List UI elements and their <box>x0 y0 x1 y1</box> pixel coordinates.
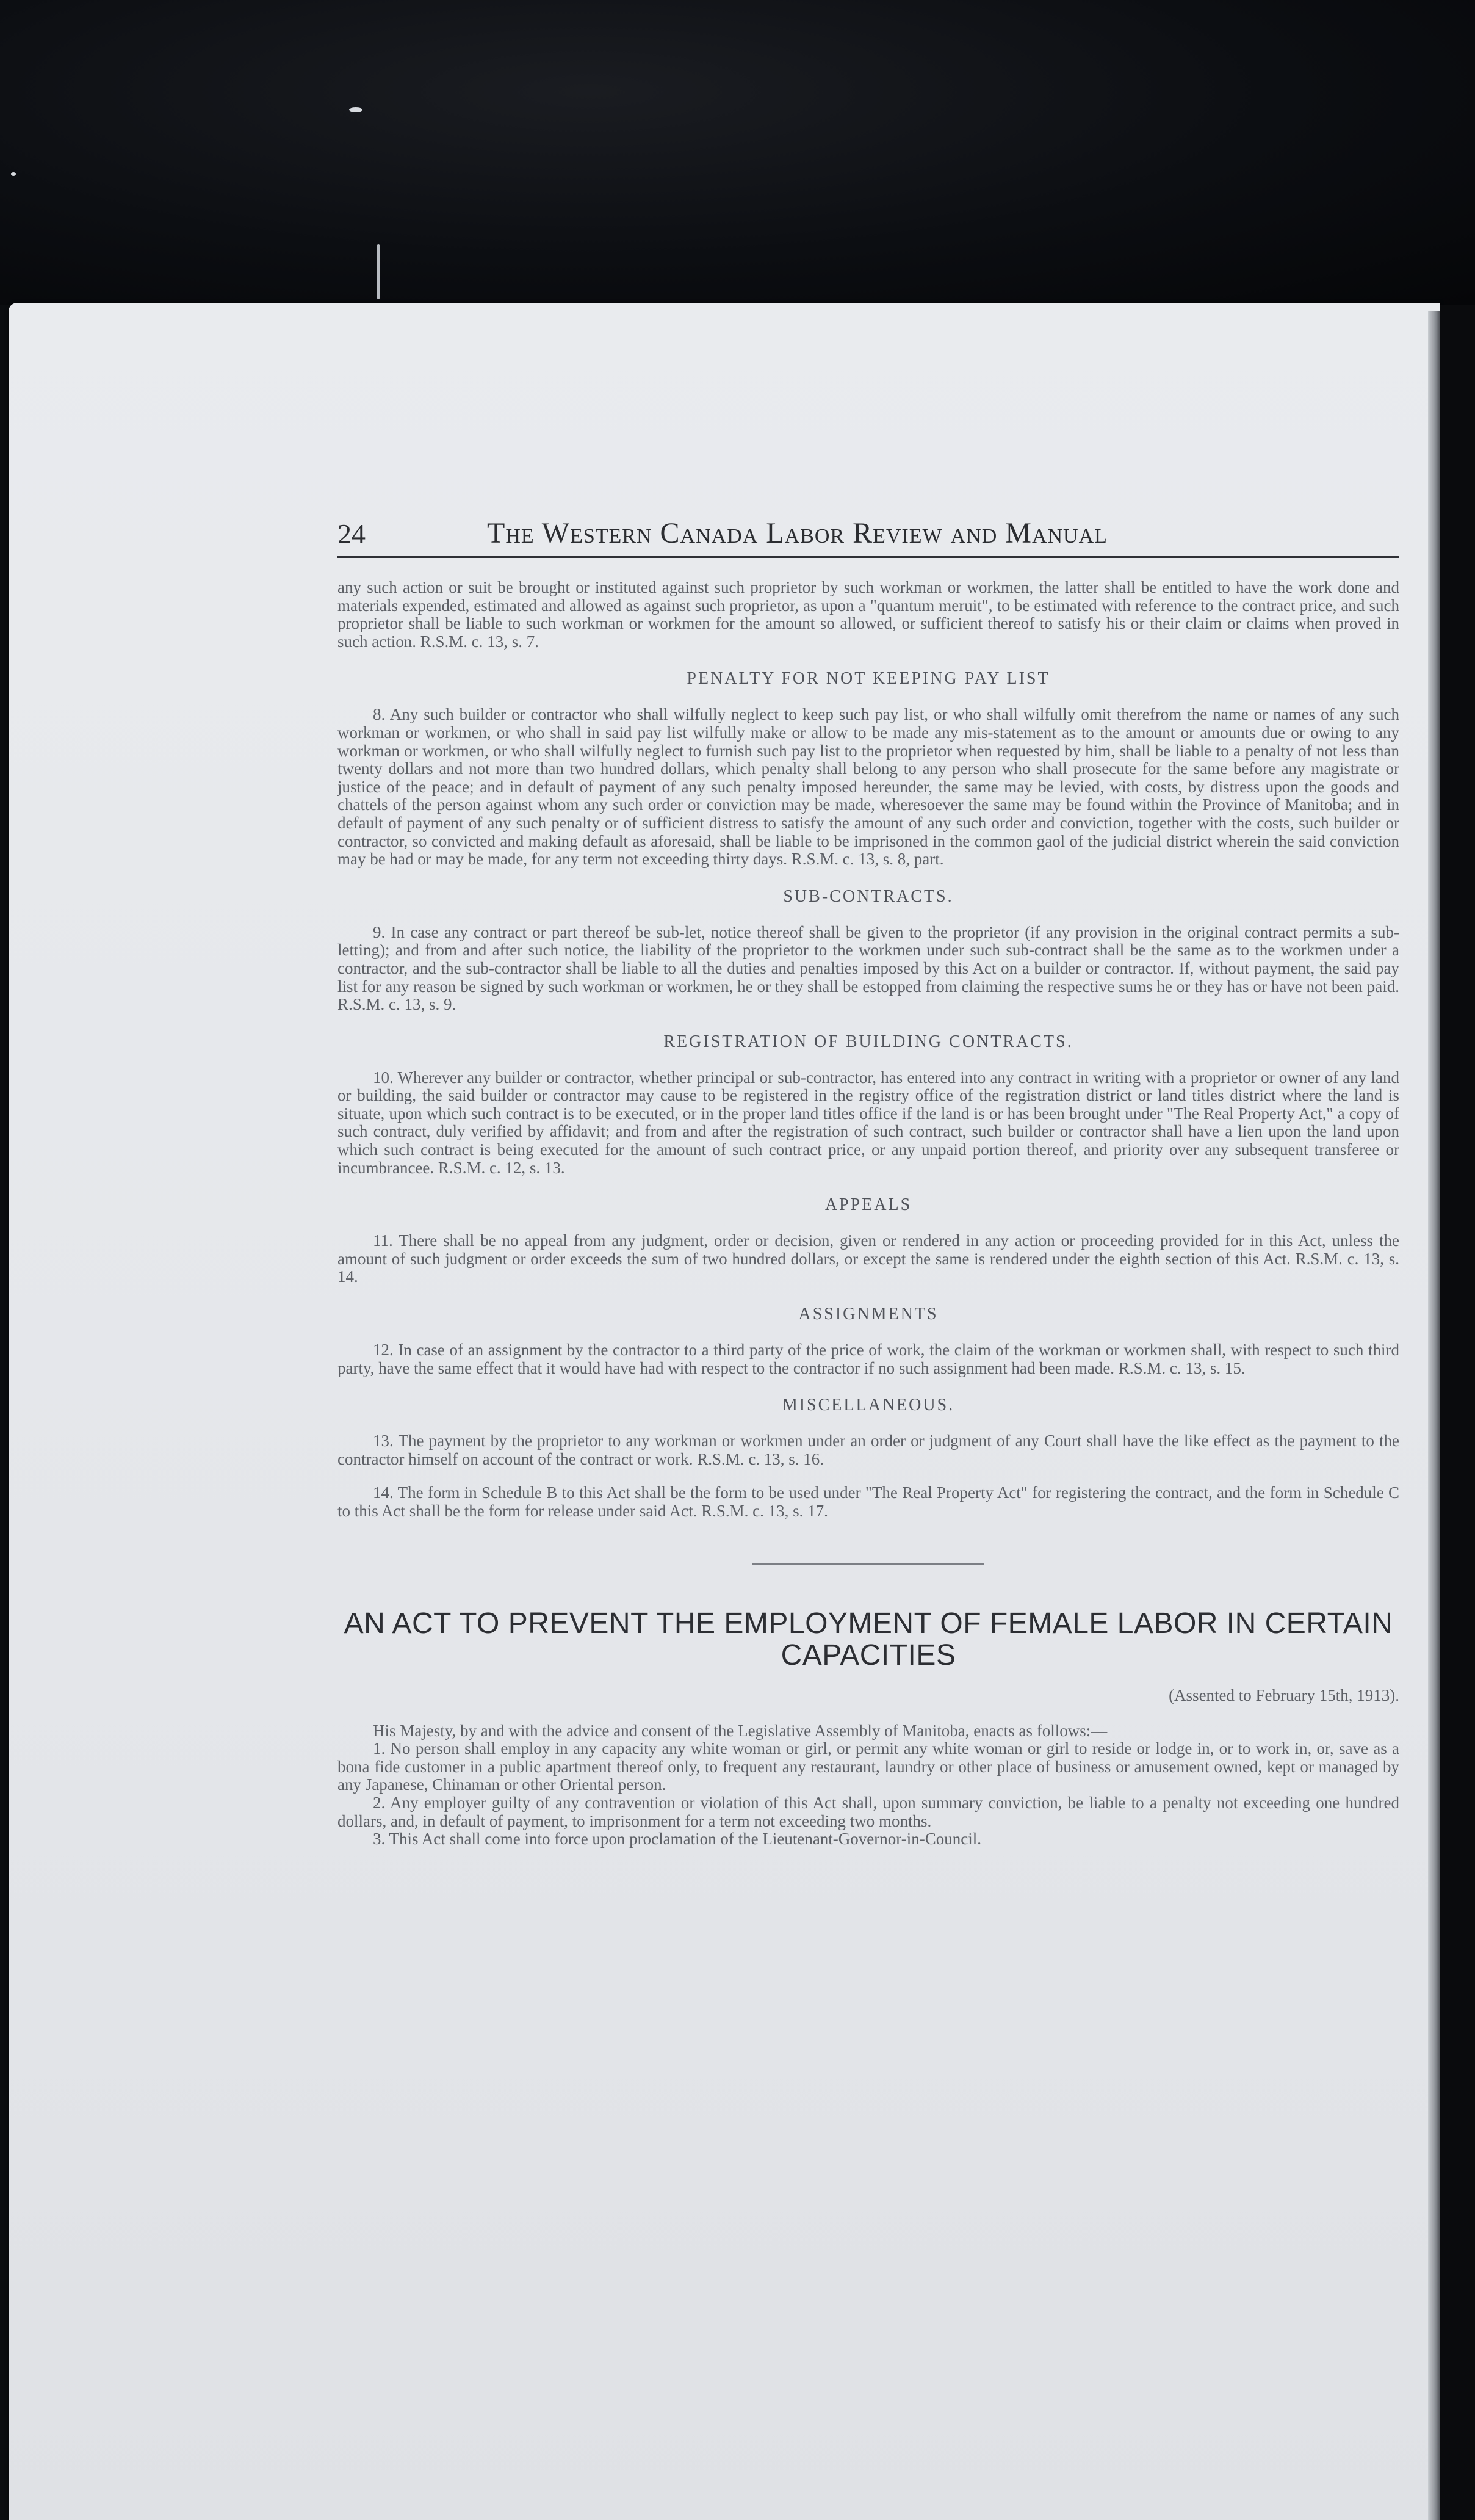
section-heading-sub-contracts: SUB-CONTRACTS. <box>783 886 954 906</box>
act-preamble: His Majesty, by and with the advice and consent of the Legislative Assembly of Manitoba, enacts as follows:— <box>373 1721 1108 1740</box>
page-header <box>337 513 1399 558</box>
act-section-2: 2. Any employer guilty of any contravention or violation of this Act shall, upon summary conviction, be liable to a penalty not exceeding one hundred dollars, and, in default of payment, to imprisonment for a term not exceeding two months. <box>337 1793 1399 1830</box>
right-background <box>1440 305 1475 2520</box>
section-heading-appeals: APPEALS <box>824 1195 912 1215</box>
running-title: The Western Canada Labor Review and Manual <box>487 517 1108 549</box>
section-11-paragraph: 11. There shall be no appeal from any judgment, order or decision, given or rendered in any action or proceeding provided for in this Act, unless the amount of such judgment or order exceeds the sum of two hundred dollars, or except the same is rendered under the eighth section of this Act. R.S.M. c. 13, s. 14. <box>337 1231 1399 1286</box>
section-divider <box>752 1563 984 1565</box>
intro-paragraph: any such action or suit be brought or instituted against such proprietor by such workman or workmen, the latter shall be entitled to have the work done and materials expended, estimated and allowed as against such proprietor, as upon a "quantum meruit", to be estimated with reference to the contract price, and such proprietor shall be liable to such workman or workmen for the amount so allowed, or sufficient thereof to satisfy his or their claim or claims when proved in such action. R.S.M. c. 13, s. 7. <box>337 578 1399 651</box>
section-heading-assignments: ASSIGNMENTS <box>798 1305 939 1324</box>
act-section-1: 1. No person shall employ in any capacity any white woman or girl, or permit any white woman or girl to reside or lodge in, or to work in, or, save as a bona fide customer in a public apartment thereof only, to frequent any restaurant, laundry or other place of business or amusement owned, kept or managed by any Japanese, Chinaman or other Oriental person. <box>337 1739 1399 1794</box>
page-content <box>337 513 1399 1848</box>
section-heading-registration: REGISTRATION OF BUILDING CONTRACTS. <box>663 1032 1073 1051</box>
section-9-paragraph: 9. In case any contract or part thereof be sub-let, notice thereof shall be given to the proprietor (if any provision in the original contract permits a sub-letting); and from and after such notice, the liability of the proprietor to the workmen under such sub-contract shall be the same as to the workmen under a contractor, and the sub-contractor shall be liable to all the duties and penalties imposed by this Act on a builder or contractor. If, without payment, the said pay list for any reason be signed by such workman or workmen, he or they shall be estopped from claiming the respective sums he or they has or have not been paid. R.S.M. c. 13, s. 9. <box>337 922 1399 1014</box>
section-13-paragraph: 13. The payment by the proprietor to any workman or workmen under an order or judgment of any Court shall have the like effect as the payment to the contractor himself on account of the contract or work. R.S.M. c. 13, s. 16. <box>337 1432 1399 1468</box>
page-edge-shadow <box>1428 311 1440 2520</box>
section-14-paragraph: 14. The form in Schedule B to this Act shall be the form to be used under "The Real Property Act" for registering the contract, and the form in Schedule C to this Act shall be the form for release under said Act. R.S.M. c. 13, s. 17. <box>337 1483 1399 1520</box>
section-8-paragraph: 8. Any such builder or contractor who shall wilfully neglect to keep such pay list, or who shall wilfully omit therefrom the name or names of any such workman or workmen, or who shall in said pay list wilfully make or allow to be made any mis-statement as to the amount or amounts due or owing to any workman or workmen, or who shall wilfully neglect to furnish such pay list to the proprietor when requested by him, shall be liable to a penalty of not less than twenty dollars and not more than two hundred dollars, which penalty shall belong to any person who shall prosecute for the same before any magistrate or justice of the peace; and in default of payment of any such penalty imposed hereunder, the same may be levied, with costs, by distress upon the goods and chattels of the person against whom any such order or conviction may be made, wheresoever the same may be found within the Province of Manitoba; and in default of payment of any such penalty or of sufficient distress to satisfy the amount of any such order and conviction, together with the costs, such builder or contractor, so convicted and making default as aforesaid, shall be liable to be imprisoned in the common gaol of the judicial district wherein the said conviction may be had or may be made, for any term not exceeding thirty days. R.S.M. c. 13, s. 8, part. <box>337 705 1399 869</box>
section-heading-penalty: PENALTY FOR NOT KEEPING PAY LIST <box>687 669 1050 689</box>
act-title: AN ACT TO PREVENT THE EMPLOYMENT OF FEMALE LABOR IN CERTAIN CAPACITIES <box>344 1607 1393 1671</box>
section-heading-miscellaneous: MISCELLANEOUS. <box>782 1396 955 1415</box>
section-10-paragraph: 10. Wherever any builder or contractor, whether principal or sub-contractor, has entered into any contract in writing with a proprietor or owner of any land or building, the said builder or contractor may cause to be registered in the registry office of the registration district or land titles district where the land is situate, upon which such contract is to be executed, or in the proper land titles office if the land is or has been brought under "The Real Property Act," a copy of such contract, duly verified by affidavit; and from and after the registration of such contract, such builder or contractor shall have a lien upon the land upon which such contract is being executed for the amount of such contract price, or any unpaid portion thereof, and priority over any subsequent transferee or incumbrancee. R.S.M. c. 12, s. 13. <box>337 1068 1399 1177</box>
dark-background <box>0 0 1475 305</box>
page-number: 24 <box>337 518 366 549</box>
dust-speck <box>11 172 16 176</box>
dust-speck <box>349 107 362 112</box>
assent-date: (Assented to February 15th, 1913). <box>1169 1685 1399 1704</box>
dust-speck <box>377 244 380 299</box>
act-section-3: 3. This Act shall come into force upon proclamation of the Lieutenant-Governor-in-Council. <box>373 1830 981 1848</box>
section-12-paragraph: 12. In case of an assignment by the contractor to a third party of the price of work, the claim of the workman or workmen shall, with respect to such third party, have the same effect that it would have had with respect to the contractor if no such assignment had been made. R.S.M. c. 13, s. 15. <box>337 1341 1399 1377</box>
